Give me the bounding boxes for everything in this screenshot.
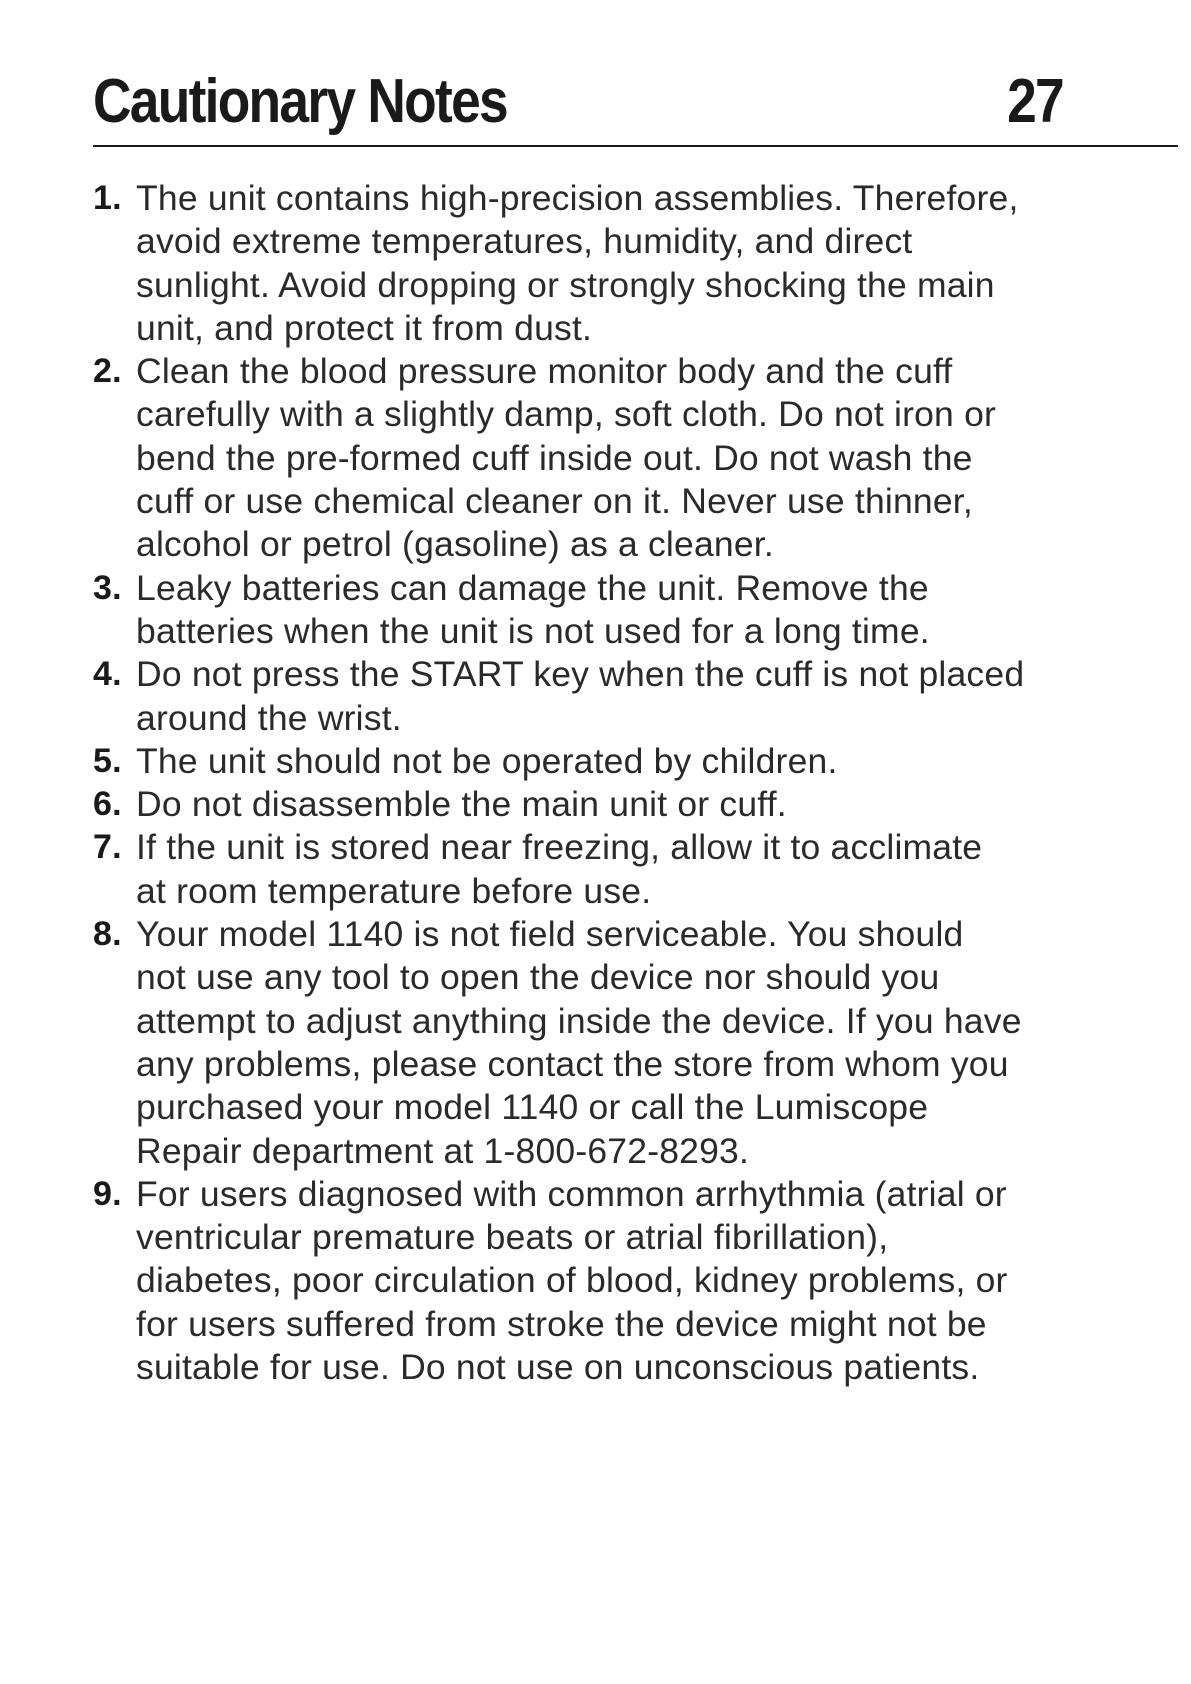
note-text: Clean the blood pressure monitor body and the cuff carefully with a slightly damp, soft cloth. Do not iron or bend the pre-formed cuff inside out. Do not wash the cuff or use chemical cleaner on it. Never use thinner, alcohol or petrol (gasoline) as a cleaner. [136, 351, 997, 565]
note-item-1 [93, 177, 1093, 350]
note-item-7 [93, 826, 1093, 913]
note-number: 4. [93, 655, 122, 694]
page-title: Cautionary Notes [93, 67, 507, 136]
note-text: Leaky batteries can damage the unit. Remove the batteries when the unit is not used for a long time. [136, 567, 930, 651]
note-number: 5. [93, 741, 122, 780]
note-text: The unit contains high-precision assemblies. Therefore, avoid extreme temperatures, humidity, and direct sunlight. Avoid dropping or strongly shocking the main unit, and protect it from dust. [136, 178, 1019, 348]
note-number: 3. [93, 568, 122, 607]
note-number: 6. [93, 785, 122, 824]
note-item-6 [93, 783, 1093, 826]
note-text: For users diagnosed with common arrhythmia (atrial or ventricular premature beats or atrial fibrillation), diabetes, poor circulation of blood, kidney problems, or for users suffered from stroke the device might not be suitable for use. Do not use on unconscious patients. [136, 1173, 1008, 1388]
note-text: Your model 1140 is not field serviceable. You should not use any tool to open the device nor should you attempt to adjust anything inside the device. If you have any problems, please contact the store from whom you purchased your model 1140 or call the Lumiscope Repair department at 1-800-672-8293. [136, 914, 1022, 1171]
note-item-8 [93, 913, 1093, 1173]
note-text: Do not disassemble the main unit or cuff. [136, 784, 787, 825]
page-number: 27 [1007, 67, 1063, 136]
header-divider [93, 145, 1178, 147]
note-item-5 [93, 740, 1093, 783]
cautionary-notes-list [93, 177, 1093, 1389]
page-header [93, 58, 1063, 148]
note-number: 7. [93, 828, 122, 867]
note-item-9 [93, 1173, 1093, 1389]
note-text: If the unit is stored near freezing, allow it to acclimate at room temperature before use. [136, 827, 983, 911]
note-number: 9. [93, 1174, 122, 1213]
note-number: 2. [93, 352, 122, 391]
note-item-3 [93, 567, 1093, 654]
note-item-4 [93, 653, 1093, 740]
note-text: The unit should not be operated by children. [136, 740, 838, 781]
note-item-2 [93, 350, 1093, 566]
note-text: Do not press the START key when the cuff is not placed around the wrist. [136, 654, 1025, 738]
note-number: 1. [93, 179, 122, 217]
note-number: 8. [93, 915, 122, 954]
